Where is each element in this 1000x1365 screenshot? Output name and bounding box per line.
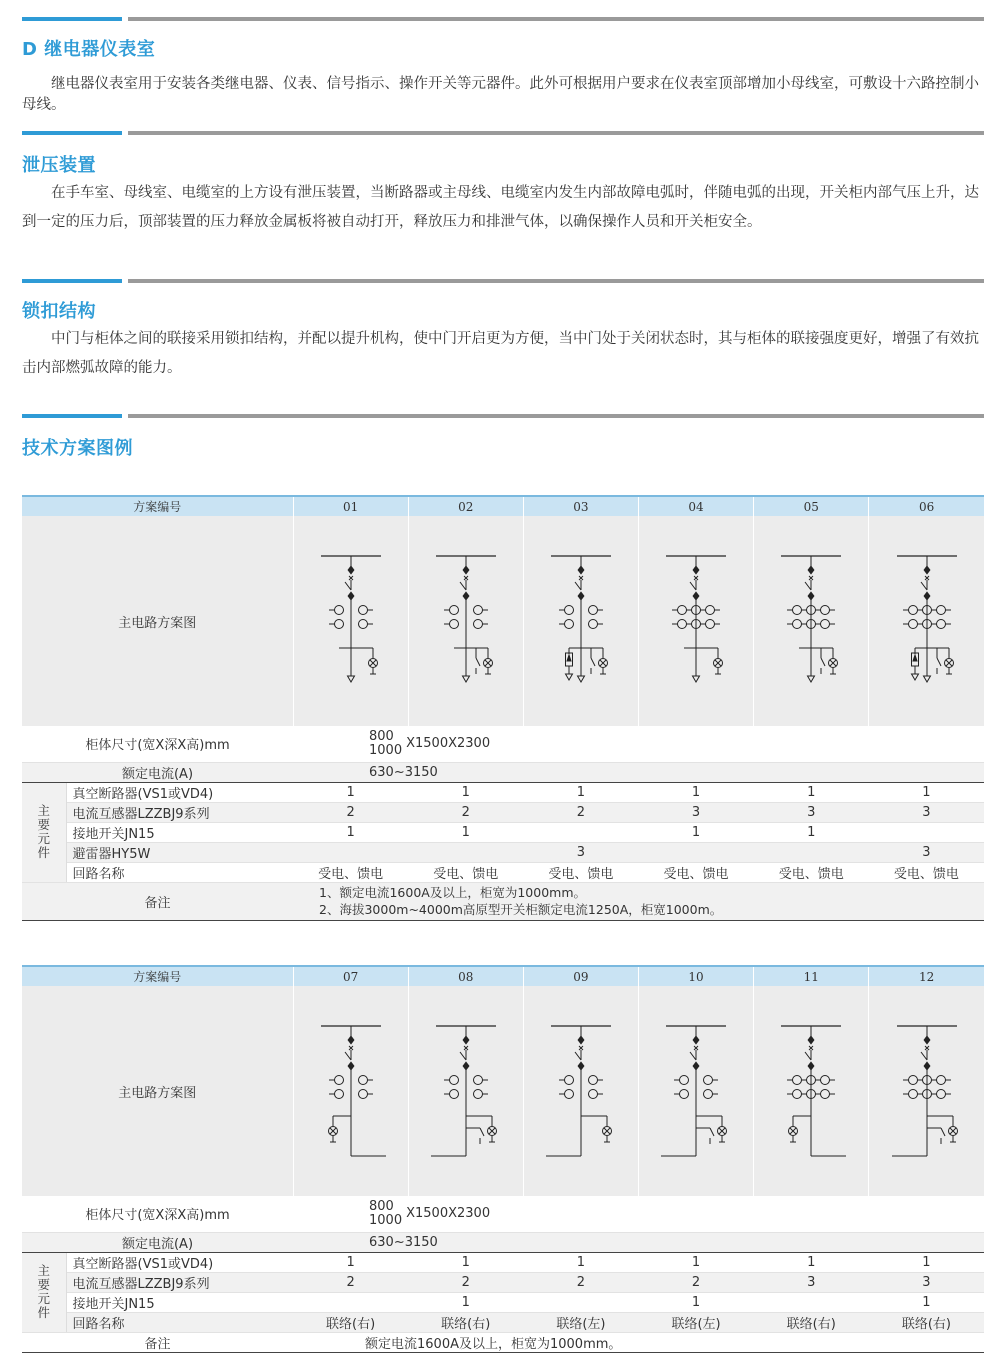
cell: 联络(右) bbox=[754, 1312, 869, 1332]
cell: 1 bbox=[408, 1292, 523, 1312]
cell: 1 bbox=[754, 782, 869, 802]
cell: 2 bbox=[523, 802, 638, 822]
scheme-number: 08 bbox=[408, 966, 523, 986]
circuit-name-label: 回路名称 bbox=[66, 862, 293, 882]
section-divider bbox=[22, 131, 984, 135]
cell bbox=[869, 822, 984, 842]
circuit-diagram bbox=[523, 986, 638, 1196]
cell: 3 bbox=[869, 1272, 984, 1292]
cell: 2 bbox=[638, 1272, 753, 1292]
width-800: 800 bbox=[369, 1198, 394, 1214]
remark-text: 额定电流1600A及以上，柜宽为1000mm。 bbox=[293, 1332, 984, 1352]
cell bbox=[293, 1292, 408, 1312]
scheme-number-label: 方案编号 bbox=[22, 496, 293, 516]
main-circuit-label: 主电路方案图 bbox=[22, 516, 293, 726]
scheme-table-1 bbox=[22, 495, 984, 921]
section-divider bbox=[22, 279, 984, 283]
section-title-pressure-relief: 泄压装置 bbox=[22, 155, 96, 176]
table-row bbox=[22, 802, 984, 822]
circuit-name-label: 回路名称 bbox=[66, 1312, 293, 1332]
section-divider bbox=[22, 414, 984, 418]
cell: 1 bbox=[408, 782, 523, 802]
circuit-diagram bbox=[293, 516, 408, 726]
main-circuit-row bbox=[22, 516, 984, 726]
width-1000: 1000 bbox=[369, 742, 403, 758]
cell: 3 bbox=[754, 802, 869, 822]
rated-current-label: 额定电流(A) bbox=[22, 1232, 293, 1252]
cell: 3 bbox=[638, 802, 753, 822]
rated-current-value: 630~3150 bbox=[293, 1232, 984, 1252]
section-text-lock-structure: 中门与柜体之间的联接采用锁扣结构，并配以提升机构，使中门开启更为方便，当中门处于关闭状态时，其与柜体的联接强度更好，增强了有效抗击内部燃弧故障的能力。 bbox=[22, 331, 979, 376]
remark-text: 1、额定电流1600A及以上，柜宽为1000mm。 2、海拔3000m~4000m高原型开关柜额定电流1250A，柜宽1000m。 bbox=[293, 882, 984, 920]
cabinet-size-label: 柜体尺寸(宽X深X高)mm bbox=[22, 1196, 293, 1232]
table-row bbox=[22, 1312, 984, 1332]
cell: 1 bbox=[408, 822, 523, 842]
cabinet-size-row bbox=[22, 1196, 984, 1232]
ct-label: 电流互感器LZZBJ9系列 bbox=[66, 1272, 293, 1292]
cell: 1 bbox=[638, 822, 753, 842]
remark-row bbox=[22, 1332, 984, 1352]
cell bbox=[408, 842, 523, 862]
cell: 1 bbox=[869, 1252, 984, 1272]
rated-current-label: 额定电流(A) bbox=[22, 762, 293, 782]
scheme-number: 02 bbox=[408, 496, 523, 516]
scheme-number-label: 方案编号 bbox=[22, 966, 293, 986]
ct-label: 电流互感器LZZBJ9系列 bbox=[66, 802, 293, 822]
size-rest: X1500X2300 bbox=[406, 736, 491, 752]
cabinet-size-row bbox=[22, 726, 984, 762]
cabinet-size-label: 柜体尺寸(宽X深X高)mm bbox=[22, 726, 293, 762]
table-row bbox=[22, 782, 984, 802]
cell: 2 bbox=[293, 802, 408, 822]
main-circuit-label: 主电路方案图 bbox=[22, 986, 293, 1196]
section-text-relay-room: 继电器仪表室用于安装各类继电器、仪表、信号指示、操作开关等元器件。此外可根据用户要求在仪表室顶部增加小母线室，可敷设十六路控制小母线。 bbox=[22, 76, 979, 113]
cell bbox=[523, 822, 638, 842]
scheme-number-row bbox=[22, 496, 984, 516]
cell: 受电、馈电 bbox=[523, 862, 638, 882]
cell: 3 bbox=[869, 802, 984, 822]
cabinet-size-value bbox=[293, 1196, 984, 1232]
section-divider bbox=[22, 17, 984, 21]
cell: 1 bbox=[638, 782, 753, 802]
earth-switch-label: 接地开关JN15 bbox=[66, 822, 293, 842]
cell: 受电、馈电 bbox=[408, 862, 523, 882]
cell bbox=[638, 842, 753, 862]
circuit-diagram bbox=[523, 516, 638, 726]
cell bbox=[293, 842, 408, 862]
cell: 1 bbox=[293, 822, 408, 842]
table-row bbox=[22, 822, 984, 842]
cell: 2 bbox=[408, 1272, 523, 1292]
cell: 2 bbox=[523, 1272, 638, 1292]
table-row bbox=[22, 1292, 984, 1312]
scheme-number: 04 bbox=[638, 496, 753, 516]
section-title-lock-structure: 锁扣结构 bbox=[22, 301, 96, 322]
scheme-number: 05 bbox=[754, 496, 869, 516]
cell: 2 bbox=[293, 1272, 408, 1292]
circuit-diagram bbox=[754, 516, 869, 726]
cell: 1 bbox=[869, 1292, 984, 1312]
cell: 1 bbox=[523, 1252, 638, 1272]
circuit-diagram bbox=[638, 986, 753, 1196]
main-parts-label: 主 要 元 件 bbox=[22, 1252, 66, 1332]
scheme-number: 11 bbox=[754, 966, 869, 986]
cell: 1 bbox=[638, 1252, 753, 1272]
cell: 3 bbox=[523, 842, 638, 862]
width-1000: 1000 bbox=[369, 1212, 403, 1228]
section-text-pressure-relief: 在手车室、母线室、电缆室的上方设有泄压装置，当断路器或主母线、电缆室内发生内部故障电弧时，伴随电弧的出现，开关柜内部气压上升，达到一定的压力后，顶部装置的压力释放金属板将被自动打开，释放压力和排泄气体，以确保操作人员和开关柜安全。 bbox=[22, 185, 979, 230]
cell: 1 bbox=[869, 782, 984, 802]
cell: 联络(右) bbox=[408, 1312, 523, 1332]
cabinet-size-value bbox=[293, 726, 984, 762]
scheme-table-2 bbox=[22, 965, 984, 1353]
cell: 1 bbox=[638, 1292, 753, 1312]
cell: 1 bbox=[293, 782, 408, 802]
cell: 3 bbox=[754, 1272, 869, 1292]
table-row bbox=[22, 842, 984, 862]
breaker-label: 真空断路器(VS1或VD4) bbox=[66, 1252, 293, 1272]
arrester-label: 避雷器HY5W bbox=[66, 842, 293, 862]
cell: 1 bbox=[523, 782, 638, 802]
section-title-relay-room: D 继电器仪表室 bbox=[22, 39, 156, 60]
circuit-diagram bbox=[869, 516, 984, 726]
cell: 联络(右) bbox=[293, 1312, 408, 1332]
scheme-number: 07 bbox=[293, 966, 408, 986]
table-row bbox=[22, 862, 984, 882]
cell bbox=[754, 842, 869, 862]
scheme-number: 10 bbox=[638, 966, 753, 986]
remark-label: 备注 bbox=[22, 1332, 293, 1352]
rated-current-value: 630~3150 bbox=[293, 762, 984, 782]
circuit-diagram bbox=[754, 986, 869, 1196]
width-800: 800 bbox=[369, 728, 394, 744]
table-row bbox=[22, 1252, 984, 1272]
rated-current-row bbox=[22, 762, 984, 782]
main-circuit-row bbox=[22, 986, 984, 1196]
circuit-diagram bbox=[293, 986, 408, 1196]
cell: 联络(左) bbox=[523, 1312, 638, 1332]
scheme-number: 03 bbox=[523, 496, 638, 516]
cell bbox=[754, 1292, 869, 1312]
main-parts-label: 主 要 元 件 bbox=[22, 782, 66, 882]
cell: 联络(左) bbox=[638, 1312, 753, 1332]
cell bbox=[523, 1292, 638, 1312]
cell: 受电、馈电 bbox=[754, 862, 869, 882]
circuit-diagram bbox=[408, 986, 523, 1196]
cell: 1 bbox=[754, 1252, 869, 1272]
remark-label: 备注 bbox=[22, 882, 293, 920]
section-title-tech-schemes: 技术方案图例 bbox=[22, 438, 133, 459]
cell: 1 bbox=[408, 1252, 523, 1272]
cell: 受电、馈电 bbox=[293, 862, 408, 882]
breaker-label: 真空断路器(VS1或VD4) bbox=[66, 782, 293, 802]
circuit-diagram bbox=[408, 516, 523, 726]
cell: 1 bbox=[293, 1252, 408, 1272]
cell: 受电、馈电 bbox=[869, 862, 984, 882]
table-row bbox=[22, 1272, 984, 1292]
circuit-diagram bbox=[638, 516, 753, 726]
cell: 3 bbox=[869, 842, 984, 862]
scheme-number: 12 bbox=[869, 966, 984, 986]
remark-row bbox=[22, 882, 984, 920]
scheme-number: 09 bbox=[523, 966, 638, 986]
earth-switch-label: 接地开关JN15 bbox=[66, 1292, 293, 1312]
circuit-diagram bbox=[869, 986, 984, 1196]
scheme-number: 01 bbox=[293, 496, 408, 516]
cell: 受电、馈电 bbox=[638, 862, 753, 882]
size-rest: X1500X2300 bbox=[406, 1206, 491, 1222]
cell: 2 bbox=[408, 802, 523, 822]
scheme-number: 06 bbox=[869, 496, 984, 516]
rated-current-row bbox=[22, 1232, 984, 1252]
scheme-number-row bbox=[22, 966, 984, 986]
cell: 1 bbox=[754, 822, 869, 842]
cell: 联络(右) bbox=[869, 1312, 984, 1332]
